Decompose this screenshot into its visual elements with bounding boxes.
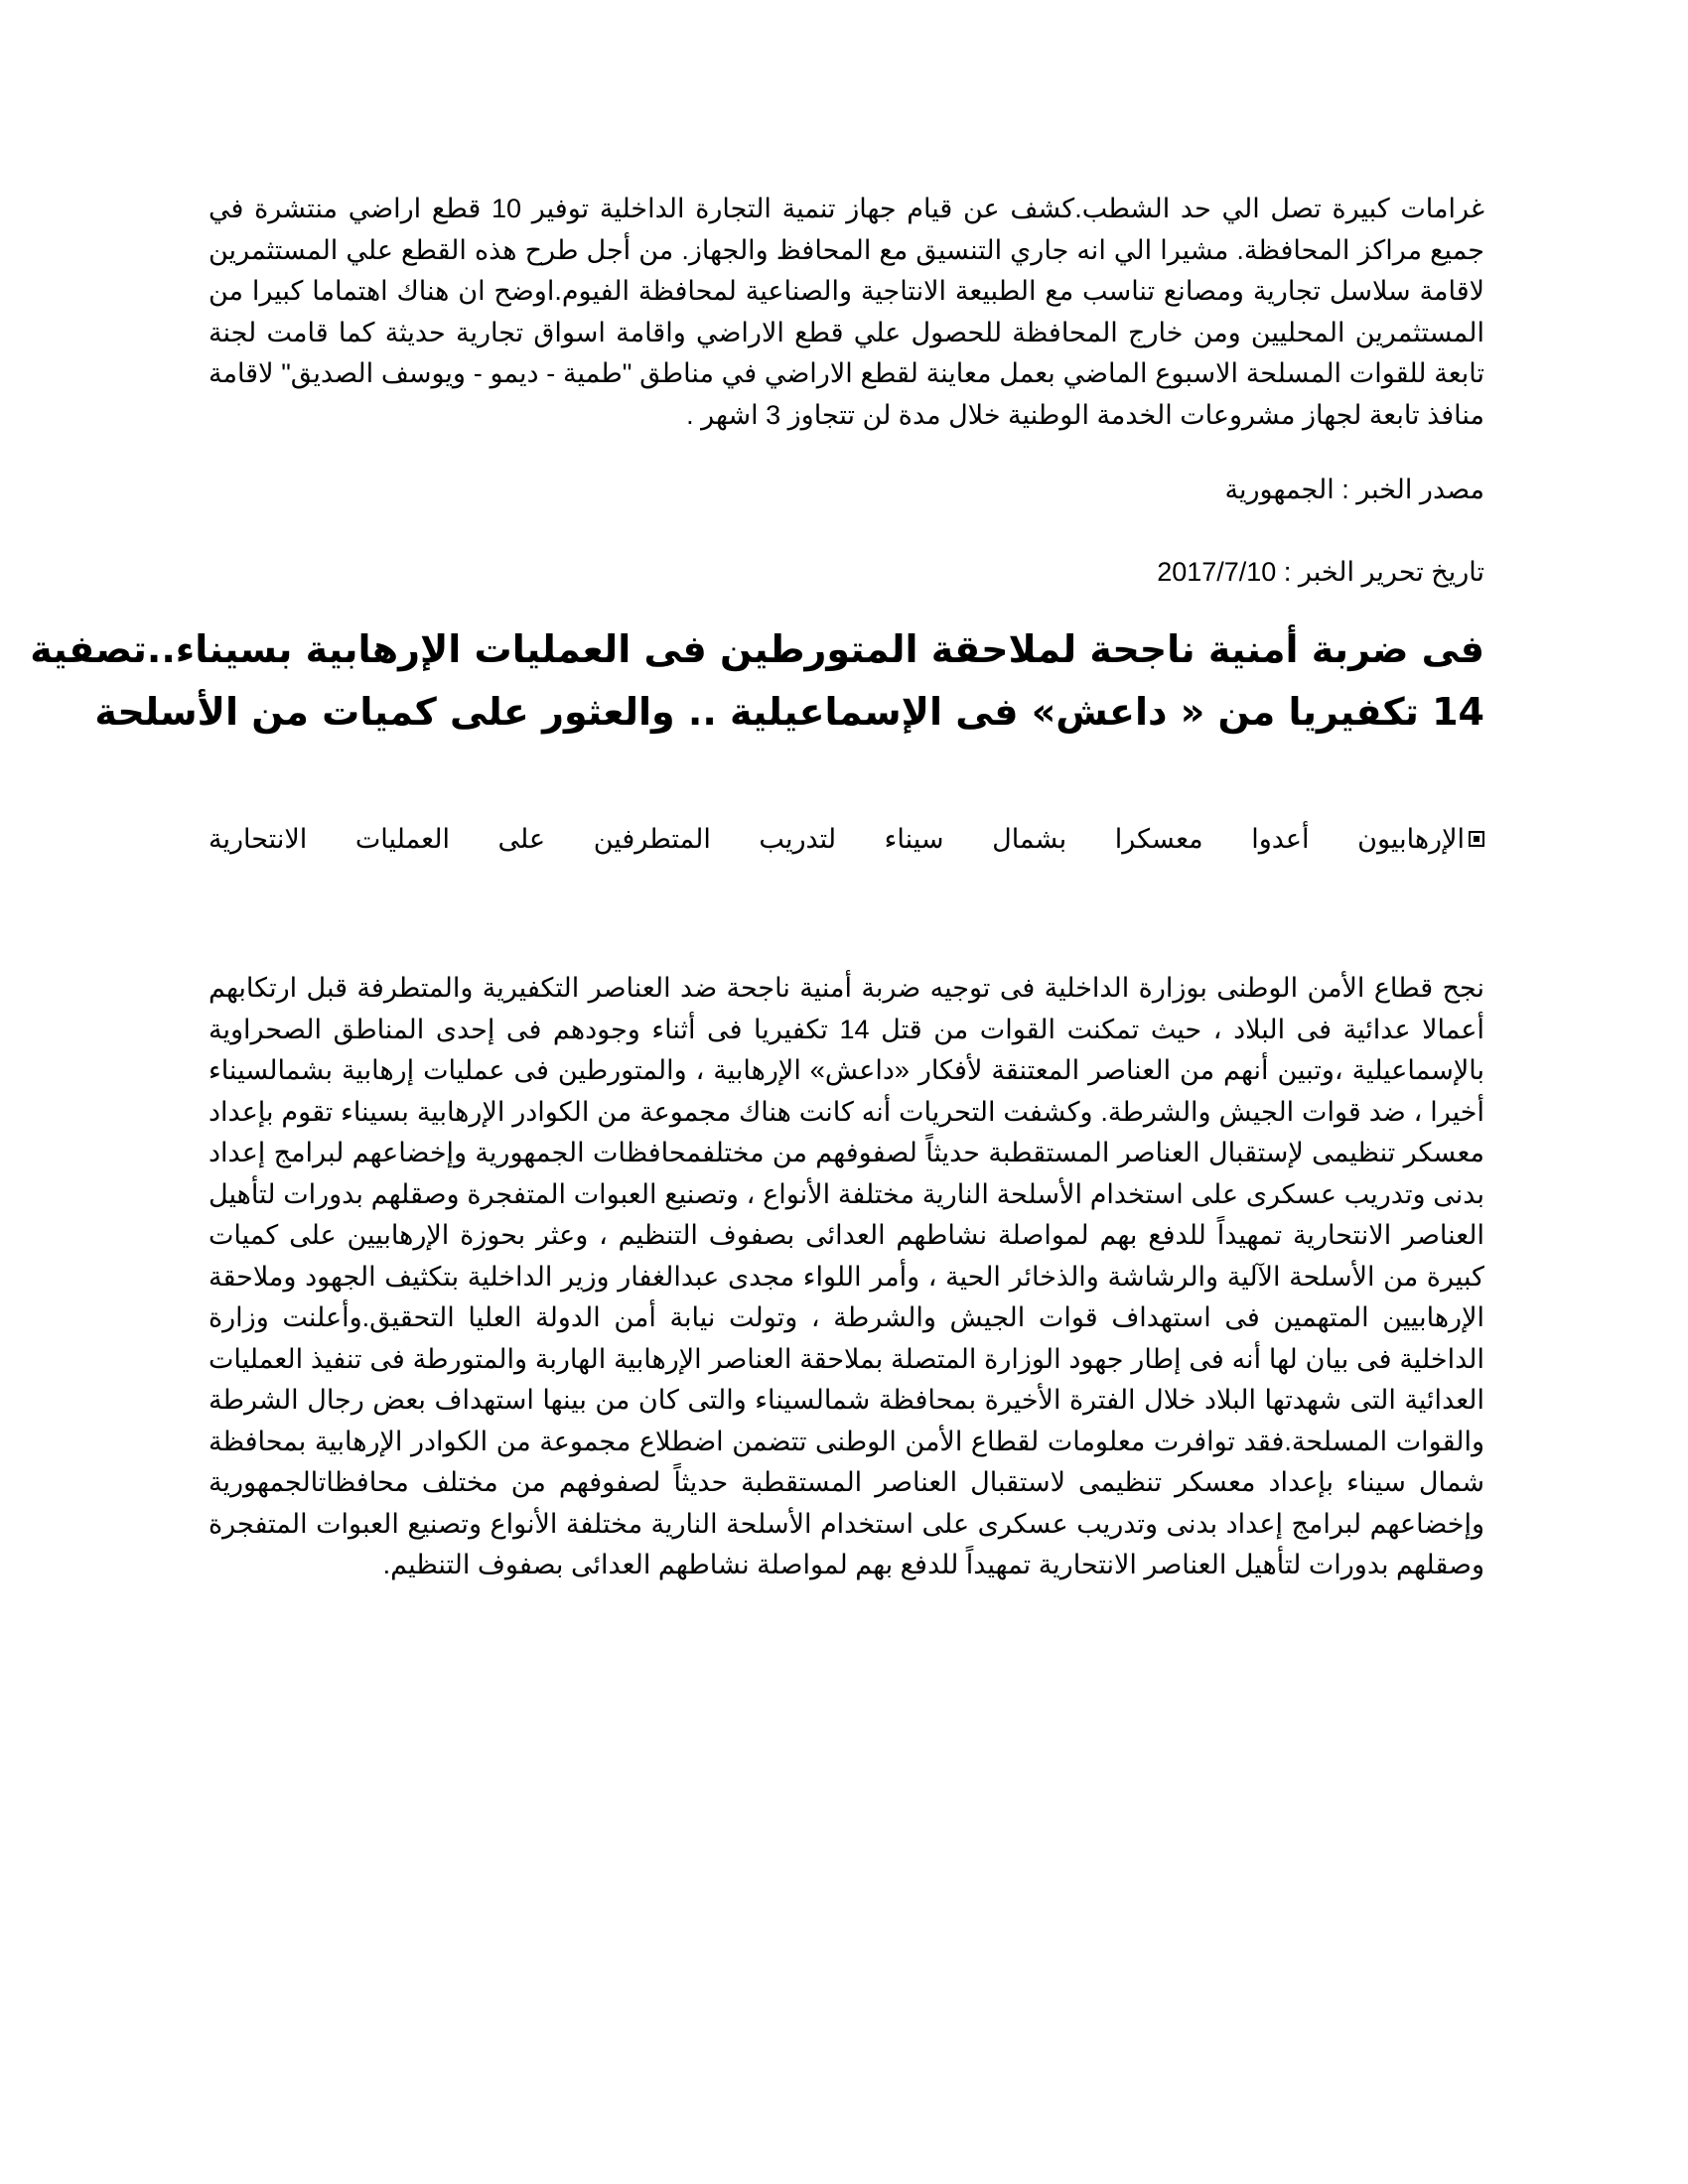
subheadline-text: الإرهابيون أعدوا معسكرا بشمال سيناء لتدريب المتطرفين على العمليات الانتحارية [209,824,1465,854]
subheadline [209,819,1484,859]
square-bullet-icon [1469,831,1484,847]
headline-line-1: فى ضربة أمنية ناجحة لملاحقة المتورطين فى العمليات الإرهابية بسيناء..تصفية [30,627,1484,671]
headline-line-2: 14 تكفيريا من « داعش» فى الإسماعيلية .. والعثور على كميات من الأسلحة [94,690,1484,734]
news-date: تاريخ تحرير الخبر : 2017/7/10 [1157,557,1484,587]
document-page [30,189,1485,1586]
headline [30,618,1484,744]
body-paragraph: نجح قطاع الأمن الوطنى بوزارة الداخلية فى توجيه ضربة أمنية ناجحة ضد العناصر التكفيرية والمتطرفة قبل ارتكابهم أعمالا عدائية فى البلاد ، حيث تمكنت القوات من قتل 14 تكفيريا فى أثناء وجودهم فى إحدى المناطق الصحراوية بالإسماعيلية ،وتبين أنهم من العناصر المعتنقة لأفكار «داعش» الإرهابية ، والمتورطين فى عمليات إرهابية بشمالسيناء أخيرا ، ضد قوات الجيش والشرطة. وكشفت التحريات أنه كانت هناك مجموعة من الكوادر الإرهابية بسيناء تقوم بإعداد معسكر تنظيمى لإستقبال العناصر المستقطبة حديثاً لصفوفهم من مختلفمحافظات الجمهورية وإخضاعهم لبرامج إعداد بدنى وتدريب عسكرى على استخدام الأسلحة النارية مختلفة الأنواع ، وتصنيع العبوات المتفجرة وصقلهم بدورات لتأهيل العناصر الانتحارية تمهيداً للدفع بهم لمواصلة نشاطهم العدائى بصفوف التنظيم ، وعثر بحوزة الإرهابيين على كميات كبيرة من الأسلحة الآلية والرشاشة والذخائر الحية ، وأمر اللواء مجدى عبدالغفار وزير الداخلية بتكثيف الجهود وملاحقة الإرهابيين المتهمين فى استهداف قوات الجيش والشرطة ، وتولت نيابة أمن الدولة العليا التحقيق.وأعلنت وزارة الداخلية فى بيان لها أنه فى إطار جهود الوزارة المتصلة بملاحقة العناصر الإرهابية الهاربة والمتورطة فى تنفيذ العمليات العدائية التى شهدتها البلاد خلال الفترة الأخيرة بمحافظة شمالسيناء والتى كان من بينها استهداف بعض رجال الشرطة والقوات المسلحة.فقد توافرت معلومات لقطاع الأمن الوطنى تتضمن اضطلاع مجموعة من الكوادر الإرهابية بمحافظة شمال سيناء بإعداد معسكر تنظيمى لاستقبال العناصر المستقطبة حديثاً لصفوفهم من مختلف محافظاتالجمهورية وإخضاعهم لبرامج إعداد بدنى وتدريب عسكرى على استخدام الأسلحة النارية مختلفة الأنواع وتصنيع العبوات المتفجرة وصقلهم بدورات لتأهيل العناصر الانتحارية تمهيداً للدفع بهم لمواصلة نشاطهم العدائى بصفوف التنظيم. [209,973,1485,1579]
intro-paragraph: غرامات كبيرة تصل الي حد الشطب.كشف عن قيام جهاز تنمية التجارة الداخلية توفير 10 قطع اراضي منتشرة في جميع مراكز المحافظة. مشيرا الي انه جاري التنسيق مع المحافظ والجهاز. من أجل طرح هذه القطع علي المستثمرين لاقامة سلاسل تجارية ومصانع تناسب مع الطبيعة الانتاجية والصناعية لمحافظة الفيوم.اوضح ان هناك اهتماما كبيرا من المستثمرين المحليين ومن خارج المحافظة للحصول علي قطع الاراضي واقامة اسواق تجارية حديثة كما قامت لجنة تابعة للقوات المسلحة الاسبوع الماضي بعمل معاينة لقطع الاراضي في مناطق "طمية - ديمو - ويوسف الصديق" لاقامة منافذ تابعة لجهاز مشروعات الخدمة الوطنية خلال مدة لن تتجاوز 3 اشهر . [209,194,1485,430]
news-source: مصدر الخبر : الجمهورية [1224,475,1484,504]
